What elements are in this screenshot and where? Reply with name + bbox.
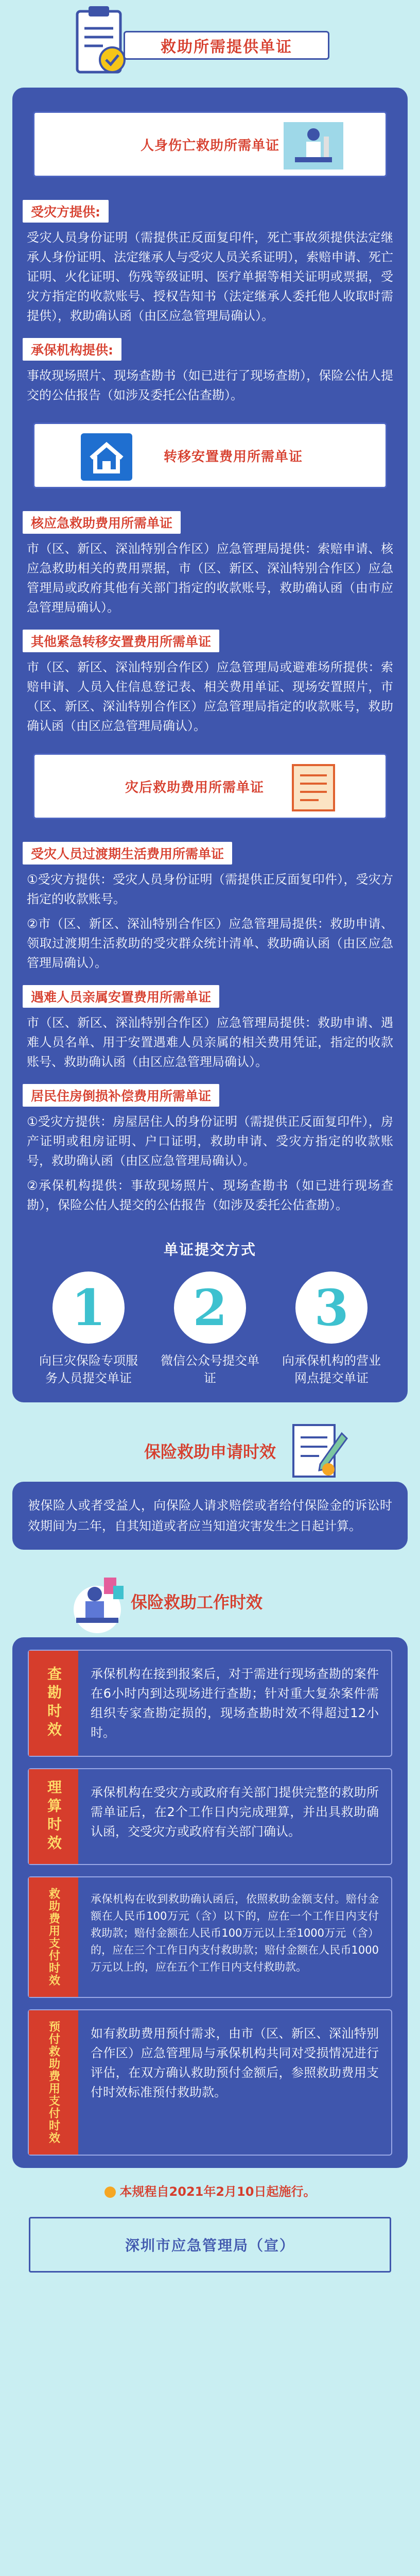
row-content: 如有救助费用预付需求，由市（区、新区、深汕特别合作区）应急管理局与承保机构共同对受损情况进行评估，在双方确认救助预付金额后，参照救助费用支付时效标准预付救助款。 — [91, 2026, 379, 2099]
work-time-header — [12, 1565, 408, 1637]
work-time-title: 保险救助工作时效 — [131, 1592, 263, 1612]
application-time-header — [36, 1420, 408, 1482]
submission-methods — [23, 1272, 397, 1387]
submission-method-3 — [277, 1272, 386, 1387]
page-title: 救助所需提供单证 — [124, 31, 329, 60]
relocation-header — [33, 422, 387, 488]
row-label: 查勘时效 — [29, 1651, 78, 1756]
relocation-title: 转移安置费用所需单证 — [163, 449, 303, 465]
victim-relatives-text: 市（区、新区、深汕特别合作区）应急管理局提供：救助申请、遇难人员名单、用于安置遇难人员亲属的相关费用凭证，指定的收款账号、救助确认函（由区应急管理局确认）。 — [27, 1015, 393, 1069]
row-content: 承保机构在收到救助确认函后，依照救助金额支付。赔付金额在人民币100万元（含）以下的，应在一个工作日内支付救助款；赔付金额在人民币100万元以上至1000万元（含）的，应在三个工作日内支付救助款；赔付金额在人民币1000万元以上的，应在五个工作日内支付救助款。 — [91, 1893, 379, 1973]
submission-title: 单证提交方式 — [163, 1241, 256, 1258]
nuclear-emergency-text: 市（区、新区、深汕特别合作区）应急管理局提供：索赔申请、核应急救助相关的费用票据，市（区、新区、深汕特别合作区）应急管理局或政府其他有关部门指定的收款账号，救助确认函（由市应急管理局确认）。 — [27, 541, 393, 615]
other-relocation-text: 市（区、新区、深汕特别合作区）应急管理局或避难场所提供：索赔申请、人员入住信息登记表、相关费用单证、现场安置照片，市（区、新区、深汕特别合作区）应急管理局指定的收款账号，救助确认函（由区应急管理局确认）。 — [27, 660, 393, 733]
housing-damage-text-1: ①受灾方提供：房屋居住人的身份证明（需提供正反面复印件），房产证明或租房证明、户口证明，救助申请、受灾方指定的收款账号，救助确认函（由区应急管理局确认）。 — [27, 1114, 393, 1168]
housing-damage-text-2: ②承保机构提供：事故现场照片、现场查勘书（如已进行现场查勘），保险公估人提交的公估报告（如涉及委托公估查勘）。 — [27, 1178, 393, 1212]
other-relocation-tag: 其他紧急转移安置费用所需单证 — [23, 630, 219, 652]
housing-damage-tag: 居民住房倒损补偿费用所需单证 — [23, 1084, 219, 1107]
adjustment-time-row — [28, 1768, 392, 1865]
row-label: 救助费用支付时效 — [29, 1877, 78, 1997]
row-content: 承保机构在受灾方或政府有关部门提供完整的救助所需单证后，在2个工作日内完成理算，并出具救助确认函，交受灾方或政府有关部门确认。 — [91, 1785, 379, 1839]
bullet-dot-icon — [104, 2187, 116, 2198]
submission-method-label: 向承保机构的营业网点提交单证 — [282, 1353, 381, 1385]
footer-publisher: 深圳市应急管理局（宣） — [29, 2217, 391, 2273]
documents-panel — [12, 88, 408, 1402]
application-time-title: 保险救助申请时效 — [144, 1442, 276, 1462]
submission-method-2 — [156, 1272, 264, 1387]
work-time-panel — [12, 1637, 408, 2168]
personal-injury-header — [33, 111, 387, 177]
insurer-provides-text: 事故现场照片、现场查勘书（如已进行了现场查勘），保险公估人提交的公估报告（如涉及委托公估查勘）。 — [27, 368, 393, 402]
nuclear-emergency-tag: 核应急救助费用所需单证 — [23, 511, 181, 534]
row-label: 预付救助费用支付时效 — [29, 2010, 78, 2155]
survey-time-row — [28, 1650, 392, 1757]
transition-living-text-2: ②市（区、新区、深汕特别合作区）应急管理局提供：救助申请、领取过渡期生活救助的受灾群众统计清单、救助确认函（由区应急管理局确认）。 — [27, 917, 393, 970]
submission-method-1 — [34, 1272, 143, 1387]
transition-living-text-1: ①受灾方提供：受灾人员身份证明（需提供正反面复印件），受灾方指定的收款账号。 — [27, 872, 393, 906]
house-icon — [76, 432, 137, 482]
submission-method-label: 向巨灾保险专项服务人员提交单证 — [39, 1353, 138, 1385]
receipt-icon — [283, 763, 344, 812]
insurer-provides-tag: 承保机构提供: — [23, 338, 121, 361]
payment-time-row — [28, 1876, 392, 1998]
victim-relatives-tag: 遇难人员亲属安置费用所需单证 — [23, 985, 219, 1008]
person-at-desk-icon — [64, 1568, 131, 1635]
victim-provides-tag: 受灾方提供: — [23, 200, 109, 223]
post-disaster-header — [33, 753, 387, 819]
number-badge: 3 — [295, 1272, 367, 1344]
number-badge: 2 — [174, 1272, 246, 1344]
transition-living-tag: 受灾人员过渡期生活费用所需单证 — [23, 842, 232, 865]
post-disaster-title: 灾后救助费用所需单证 — [125, 779, 264, 795]
row-label: 理算时效 — [29, 1769, 78, 1864]
row-content: 承保机构在接到报案后，对于需进行现场查勘的案件在6小时内到达现场进行查勘；针对重大复杂案件需组织专家查勘定损的，现场查勘时效不得超过12小时。 — [91, 1667, 379, 1740]
application-time-section — [0, 1420, 420, 1550]
victim-provides-text: 受灾人员身份证明（需提供正反面复印件，死亡事故须提供法定继承人身份证明、法定继承人与受灾人员关系证明），索赔申请、死亡证明、火化证明、伤残等级证明、医疗单据等相关证明或票据，受灾方指定的收款账号、授权告知书（法定继承人委托他人收取时需提供），救助确认函（由区应急管理局确认）。 — [27, 230, 393, 323]
note-text: 本规程自2021年2月10日起施行。 — [119, 2184, 316, 2199]
submission-method-label: 微信公众号提交单证 — [161, 1353, 259, 1385]
application-time-text: 被保险人或者受益人，向保险人请求赔偿或者给付保险金的诉讼时效期间为二年，自其知道或者应当知道灾害发生之日起计算。 — [12, 1482, 408, 1550]
number-badge: 1 — [52, 1272, 125, 1344]
effective-date-note — [0, 2181, 420, 2199]
injured-person-icon — [283, 121, 344, 171]
personal-injury-title: 人身伤亡救助所需单证 — [140, 138, 279, 154]
checklist-document-icon — [72, 5, 129, 77]
document-pen-icon — [288, 1420, 350, 1482]
prepayment-time-row — [28, 2009, 392, 2156]
header-banner — [0, 0, 420, 88]
